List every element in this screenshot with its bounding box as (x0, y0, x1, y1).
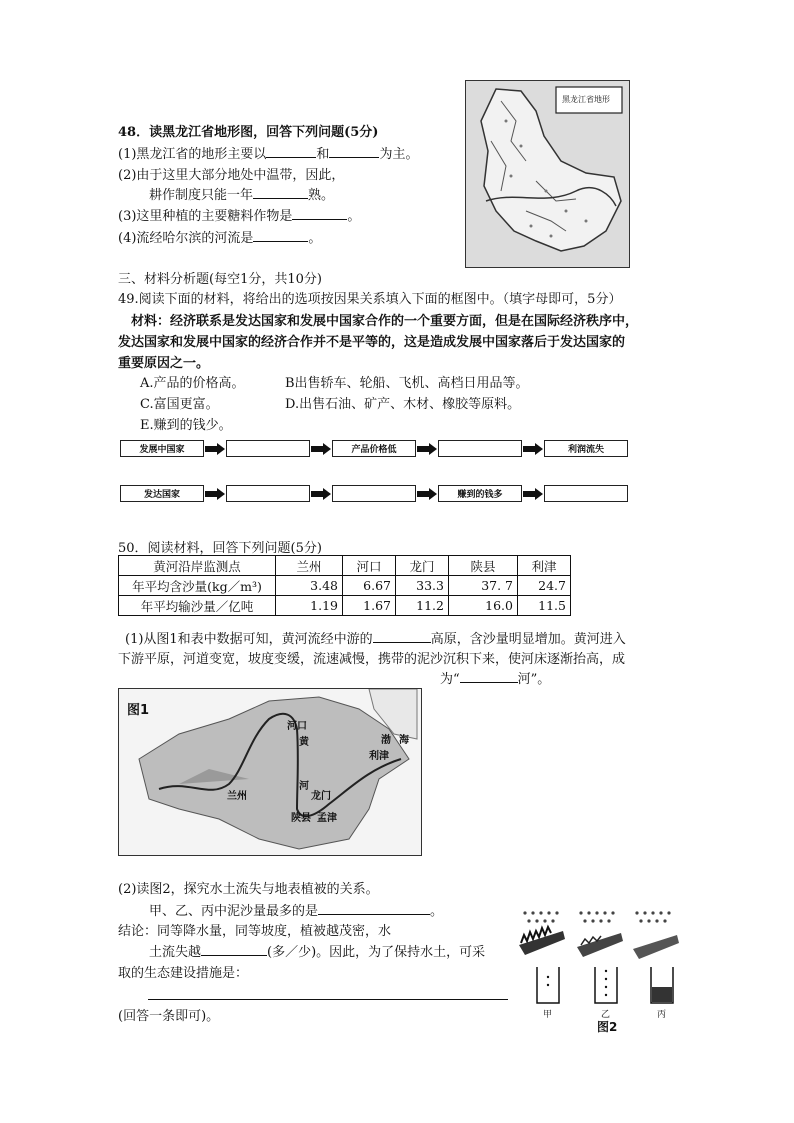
table-header-cell: 龙门 (396, 556, 449, 576)
table-cell: 16.0 (449, 596, 518, 616)
option-e: E.赚到的钱少。 (140, 418, 232, 433)
section-title: 三、材料分析题(每空1分，共10分) (118, 272, 322, 287)
q50-title: 50．阅读材料，回答下列问题(5分) (118, 541, 322, 556)
map-label-hekou: 河口 (287, 721, 307, 732)
q49-material-line1: 材料：经济联系是发达国家和发展中国家合作的一个重要方面，但是在国际经济秩序中， (131, 314, 639, 329)
q48-title: 48．读黑龙江省地形图，回答下列问题(5分) (118, 125, 379, 140)
q50-part2-line4: 土流失越 (多／少)。因此，为了保持水土，可采 (149, 945, 486, 960)
q48-line5: (4)流经哈尔滨的河流是 。 (118, 231, 322, 246)
table-header-cell: 兰州 (276, 556, 343, 576)
table-header-cell: 河口 (343, 556, 396, 576)
arrow-right-icon (311, 443, 331, 455)
q49-title: 49.阅读下面的材料，将给出的选项按因果关系填入下面的框图中。（填字母即可，5分） (118, 292, 622, 307)
answer-blank[interactable] (329, 145, 379, 158)
arrow-right-icon (523, 488, 543, 500)
q50-part2-line2: 甲、乙、丙中泥沙量最多的是 。 (149, 904, 444, 919)
table-cell: 6.67 (343, 576, 396, 596)
answer-blank[interactable] (266, 145, 316, 158)
map-label-mengjin: 孟津 (317, 813, 337, 824)
figure2-erosion-experiment (515, 905, 685, 1035)
table-cell: 11.2 (396, 596, 449, 616)
table-cell: 37. 7 (449, 576, 518, 596)
figure1-yellow-river-map (118, 688, 422, 856)
flow-box-earn-more: 赚到的钱多 (438, 485, 522, 502)
arrow-right-icon (417, 443, 437, 455)
option-b: B出售轿车、轮船、飞机、高档日用品等。 (285, 376, 529, 391)
q48-line4: (3)这里种植的主要糖料作物是 。 (118, 209, 361, 224)
arrow-right-icon (205, 488, 225, 500)
table-cell: 33.3 (396, 576, 449, 596)
answer-line[interactable] (148, 985, 508, 1000)
flow-box-price-low: 产品价格低 (332, 440, 416, 457)
flow-box-developed: 发达国家 (120, 485, 204, 502)
flow-answer-box[interactable] (544, 485, 628, 502)
flow-box-developing: 发展中国家 (120, 440, 204, 457)
flow-answer-box[interactable] (332, 485, 416, 502)
table-header-cell: 陕县 (449, 556, 518, 576)
arrow-right-icon (205, 443, 225, 455)
q49-material-line3: 重要原因之一。 (118, 356, 210, 371)
q48-line2: (2)由于这里大部分地处中温带，因此， (118, 168, 345, 183)
map-label-huang: 黄 (299, 737, 309, 748)
figure2-label-jia: 甲 (543, 1010, 553, 1020)
map-label-shanxian: 陕县 (291, 813, 311, 824)
table-cell: 1.19 (276, 596, 343, 616)
heilongjiang-map (465, 80, 630, 268)
map-label-bo: 渤 (381, 735, 391, 746)
answer-blank[interactable] (318, 902, 430, 915)
map-label-longmen: 龙门 (311, 791, 331, 802)
map-label-he: 河 (299, 781, 309, 792)
answer-blank[interactable] (201, 943, 267, 956)
q48-line1: (1)黑龙江省的地形主要以 和 为主。 (118, 147, 419, 162)
table-header-cell: 利津 (518, 556, 571, 576)
yellow-river-map-drawing (119, 689, 421, 855)
arrow-right-icon (311, 488, 331, 500)
option-c: C.富国更富。 (140, 397, 219, 412)
answer-blank[interactable] (373, 630, 431, 643)
q50-part1-line1: (1)从图1和表中数据可知，黄河流经中游的 高原，含沙量明显增加。黄河进入 (125, 632, 626, 647)
figure2-label-bing: 丙 (657, 1010, 667, 1020)
answer-blank[interactable] (460, 670, 518, 683)
table-cell: 年平均含沙量(kg／m³) (119, 576, 276, 596)
arrow-right-icon (417, 488, 437, 500)
figure2-title: 图2 (597, 1020, 618, 1034)
flow-answer-box[interactable] (226, 440, 310, 457)
q50-part2-line3: 结论：同等降水量，同等坡度，植被越茂密，水 (118, 924, 392, 939)
q50-part1-line3: 为“ 河”。 (440, 672, 551, 687)
q48-line3: 耕作制度只能一年 熟。 (149, 188, 335, 203)
heilongjiang-map-drawing (466, 81, 629, 267)
figure1-title: 图1 (127, 703, 150, 718)
flow-box-profit-loss: 利润流失 (544, 440, 628, 457)
table-cell: 11.5 (518, 596, 571, 616)
map-label-hai: 海 (399, 735, 409, 746)
q50-part2-line6: (回答一条即可)。 (118, 1009, 220, 1024)
table-header-cell: 黄河沿岸监测点 (119, 556, 276, 576)
arrow-right-icon (523, 443, 543, 455)
map-label-lanzhou: 兰州 (227, 791, 247, 802)
table-cell: 24.7 (518, 576, 571, 596)
flow-answer-box[interactable] (438, 440, 522, 457)
table-cell: 3.48 (276, 576, 343, 596)
table-row (119, 596, 571, 616)
map-label: 黑龙江省地形 (562, 95, 610, 104)
table-header-row (119, 556, 571, 576)
answer-blank[interactable] (253, 186, 308, 199)
q50-part1-line2: 下游平原，河道变宽，坡度变缓，流速减慢，携带的泥沙沉积下来，使河床逐渐抬高，成 (118, 652, 626, 667)
flow-answer-box[interactable] (226, 485, 310, 502)
answer-blank[interactable] (253, 229, 308, 242)
sediment-table (118, 555, 571, 616)
q49-material-line2: 发达国家和发展中国家的经济合作并不是平等的，这是造成发展中国家落后于发达国家的 (118, 335, 626, 350)
table-cell: 年平均输沙量／亿吨 (119, 596, 276, 616)
q50-part2-line1: (2)读图2，探究水土流失与地表植被的关系。 (118, 882, 379, 897)
table-row (119, 576, 571, 596)
figure2-label-yi: 乙 (601, 1010, 611, 1020)
table-cell: 1.67 (343, 596, 396, 616)
map-label-lijin: 利津 (369, 751, 389, 762)
q50-part2-line5: 取的生态建设措施是： (118, 966, 249, 981)
answer-blank[interactable] (292, 207, 347, 220)
option-a: A.产品的价格高。 (140, 376, 245, 391)
option-d: D.出售石油、矿产、木材、橡胶等原料。 (285, 397, 521, 412)
